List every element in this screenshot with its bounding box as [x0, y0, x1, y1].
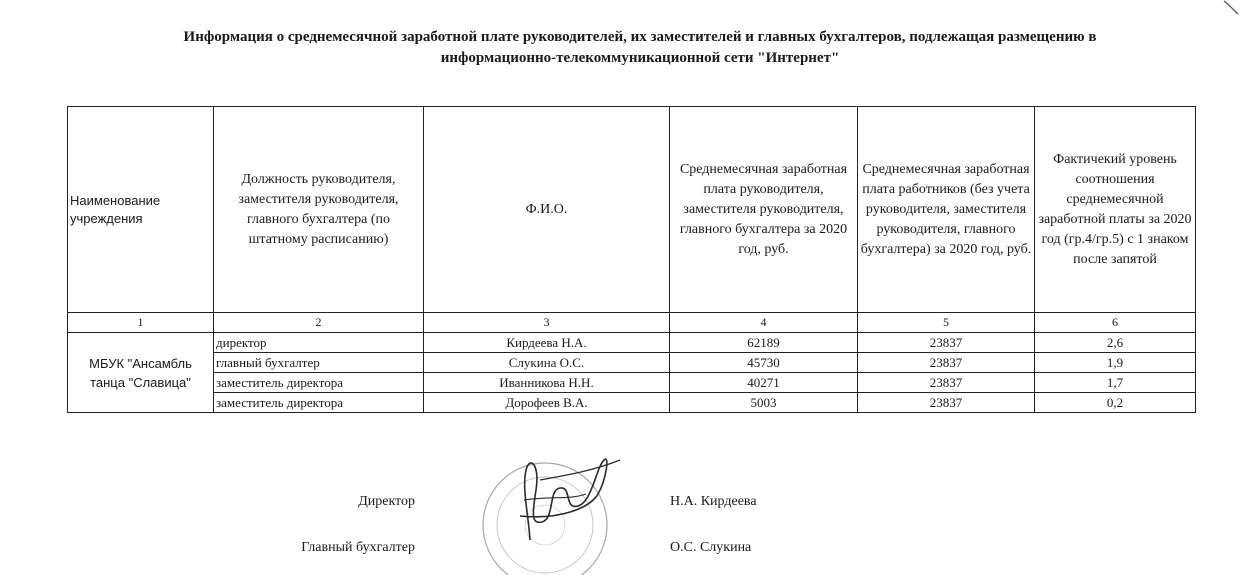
director-signature	[500, 450, 640, 550]
avg-salary-cell: 23837	[858, 333, 1035, 353]
scan-corner-mark	[1222, 0, 1240, 16]
salary-cell: 40271	[670, 373, 858, 393]
position-cell: заместитель директора	[214, 393, 424, 413]
header-full-name: Ф.И.О.	[424, 107, 670, 313]
column-number: 2	[214, 313, 424, 333]
position-cell: главный бухгалтер	[214, 353, 424, 373]
title-line-1: Информация о среднемесячной заработной плате руководителей, их заместителей и главных бухгалтеров, подлежащая размещению в	[183, 29, 1097, 45]
column-number: 1	[68, 313, 214, 333]
header-organization: Наименование учреждения	[68, 107, 214, 313]
document-title	[60, 27, 1220, 69]
table-row	[68, 373, 1196, 393]
position-cell: заместитель директора	[214, 373, 424, 393]
accountant-label: Главный бухгалтер	[301, 540, 415, 555]
salary-cell: 62189	[670, 333, 858, 353]
header-ratio: Фактичекий уровень соотношения среднемесячной заработной платы за 2020 год (гр.4/гр.5) с 1 знаком после запятой	[1035, 107, 1196, 313]
column-number: 6	[1035, 313, 1196, 333]
name-cell: Иванникова Н.Н.	[424, 373, 670, 393]
column-number: 3	[424, 313, 670, 333]
table-row	[68, 333, 1196, 353]
avg-salary-cell: 23837	[858, 373, 1035, 393]
column-number-row	[68, 313, 1196, 333]
table-row	[68, 393, 1196, 413]
position-cell: директор	[214, 333, 424, 353]
header-manager-salary: Среднемесячная заработная плата руководителя, заместителя руководителя, главного бухгалтера за 2020 год, руб.	[670, 107, 858, 313]
column-number: 5	[858, 313, 1035, 333]
salary-cell: 45730	[670, 353, 858, 373]
ratio-cell: 1,7	[1035, 373, 1196, 393]
avg-salary-cell: 23837	[858, 393, 1035, 413]
avg-salary-cell: 23837	[858, 353, 1035, 373]
header-position: Должность руководителя, заместителя руководителя, главного бухгалтера (по штатному расписанию)	[214, 107, 424, 313]
director-label: Директор	[358, 494, 415, 509]
salary-cell: 5003	[670, 393, 858, 413]
salary-table	[67, 106, 1196, 413]
director-name: Н.А. Кирдеева	[670, 494, 757, 509]
name-cell: Дорофеев В.А.	[424, 393, 670, 413]
header-staff-salary: Среднемесячная заработная плата работников (без учета руководителя, заместителя руководителя, главного бухгалтера) за 2020 год, руб.	[858, 107, 1035, 313]
table-row	[68, 353, 1196, 373]
title-line-2: информационно-телекоммуникационной сети "Интернет"	[440, 50, 840, 66]
name-cell: Слукина О.С.	[424, 353, 670, 373]
ratio-cell: 0,2	[1035, 393, 1196, 413]
accountant-name: О.С. Слукина	[670, 540, 752, 555]
column-number: 4	[670, 313, 858, 333]
table-header-row	[68, 107, 1196, 313]
ratio-cell: 2,6	[1035, 333, 1196, 353]
organization-name: МБУК "Ансамбль танца "Славица"	[68, 333, 214, 413]
name-cell: Кирдеева Н.А.	[424, 333, 670, 353]
ratio-cell: 1,9	[1035, 353, 1196, 373]
